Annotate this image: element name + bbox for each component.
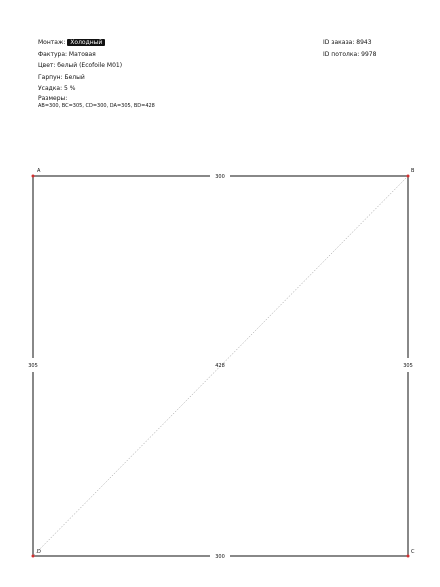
vertex-c-label: C	[411, 549, 415, 555]
vertex-d-dot	[32, 555, 35, 558]
diagonal-length: 428	[215, 363, 225, 369]
vertex-b-dot	[407, 175, 410, 178]
side-bc-length: 305	[403, 363, 413, 369]
vertex-c-dot	[407, 555, 410, 558]
ceiling-id: ID потолка: 9978	[323, 50, 377, 58]
mount-label: Монтаж:	[38, 39, 66, 46]
shrink-line: Усадка: 5 %	[38, 85, 76, 92]
sizes-value: AB=300, BC=305, CD=300, DA=305, BD=428	[38, 102, 155, 109]
side-da-length: 305	[28, 363, 38, 369]
vertex-a-label: A	[37, 168, 41, 174]
vertex-d-label: D	[37, 549, 41, 555]
sizes-title: Размеры:	[38, 94, 68, 102]
texture-line: Фактура: Матовая	[38, 50, 96, 58]
side-cd-length: 300	[215, 554, 225, 560]
mount-badge: Холодный	[67, 39, 105, 46]
vertex-b-label: B	[411, 168, 415, 174]
order-id: ID заказа: 8943	[323, 39, 372, 46]
color-line: Цвет: белый (Ecofoile M01)	[38, 62, 123, 69]
vertex-a-dot	[32, 175, 35, 178]
side-ab-length: 300	[215, 174, 225, 180]
harpoon-line: Гарпун: Белый	[38, 73, 85, 81]
